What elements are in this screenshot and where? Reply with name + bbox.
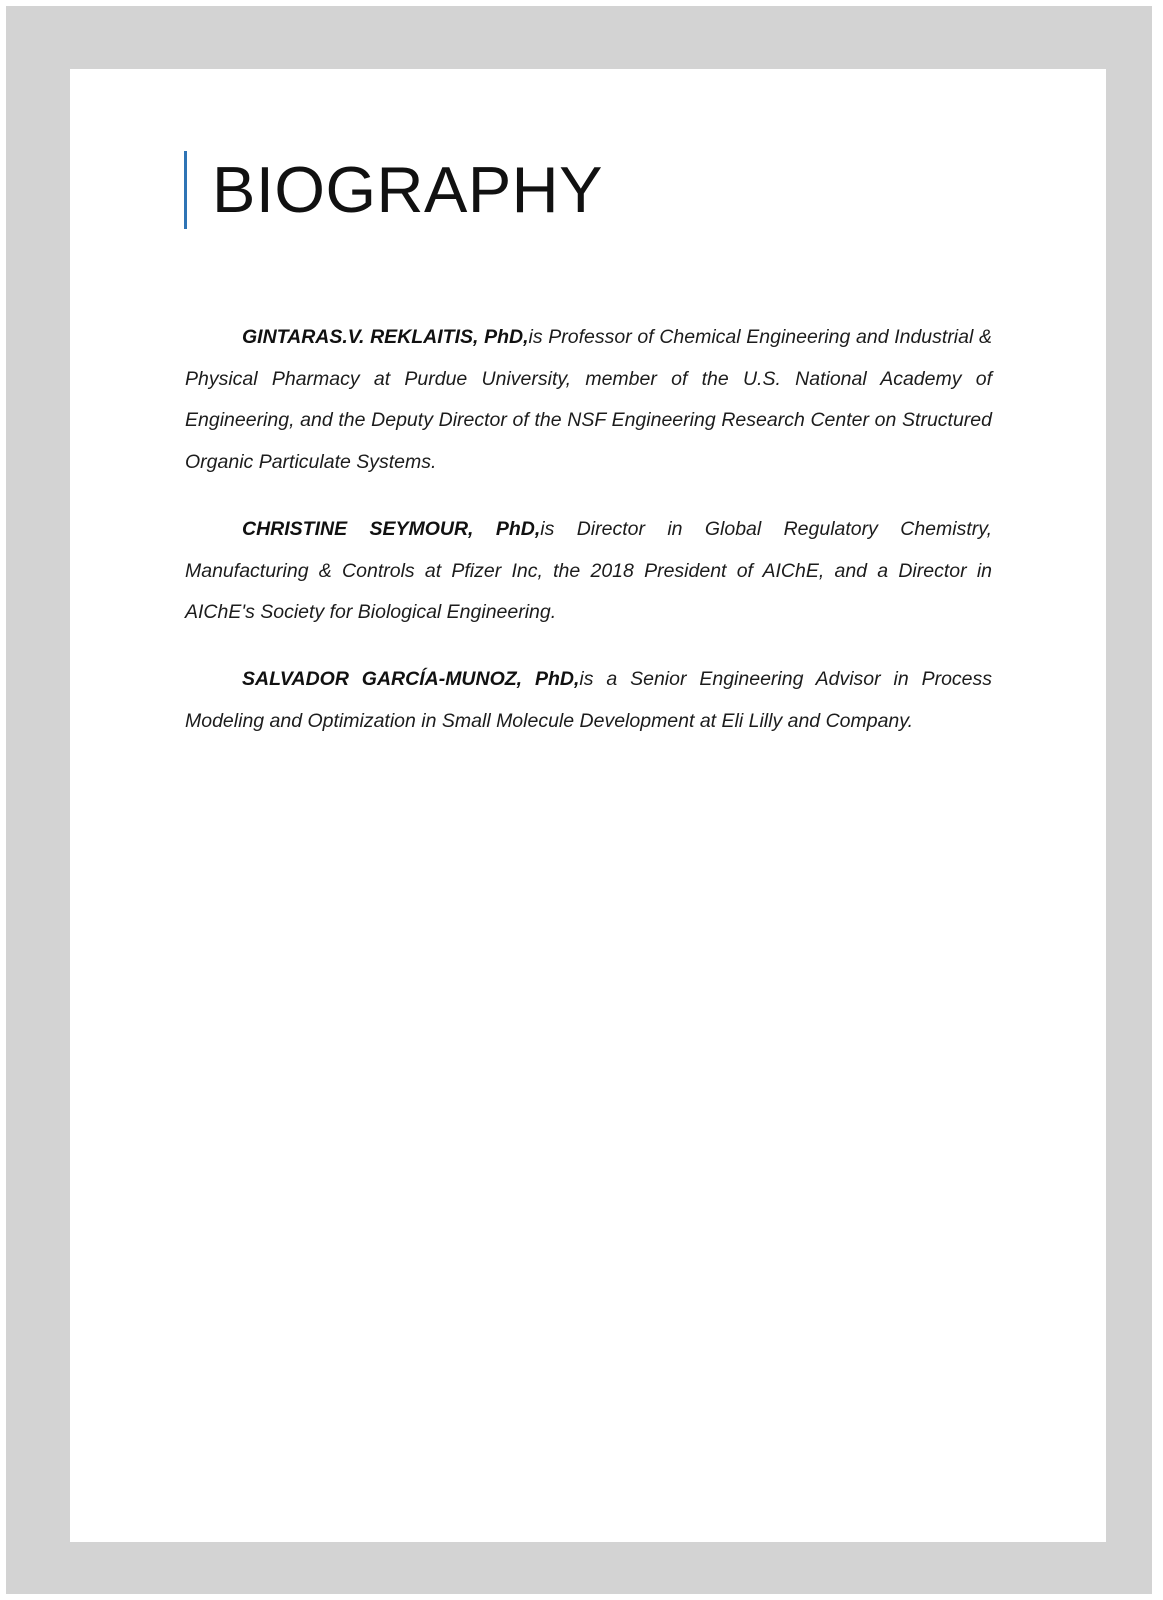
bio-name: GINTARAS.V. REKLAITIS, PhD,	[242, 326, 529, 348]
page-frame	[6, 6, 1152, 1594]
bio-paragraph-reklaitis	[185, 317, 992, 483]
bio-paragraph-seymour	[185, 509, 992, 634]
title-accent-bar	[184, 151, 187, 229]
bio-name: CHRISTINE SEYMOUR, PhD,	[242, 518, 541, 540]
bio-name: SALVADOR GARCÍA-MUNOZ, PhD,	[242, 668, 580, 690]
page-title: BIOGRAPHY	[212, 153, 603, 226]
bio-text: is Director in Global Regulatory Chemistry, Manufacturing & Controls at Pfizer Inc, the 2018 President of AIChE, and a Director in AIChE's Society for Biological Engineering.	[185, 518, 992, 623]
bio-paragraph-garcia-munoz	[185, 659, 992, 742]
title-block	[184, 151, 603, 229]
bio-text: is a Senior Engineering Advisor in Process Modeling and Optimization in Small Molecule Development at Eli Lilly and Company.	[185, 668, 993, 732]
document-page	[70, 69, 1106, 1542]
bio-text: is Professor of Chemical Engineering and Industrial & Physical Pharmacy at Purdue University, member of the U.S. National Academy of Engineering, and the Deputy Director of the NSF Engineering Research Center on Structured Organic Particulate Systems.	[185, 326, 992, 473]
